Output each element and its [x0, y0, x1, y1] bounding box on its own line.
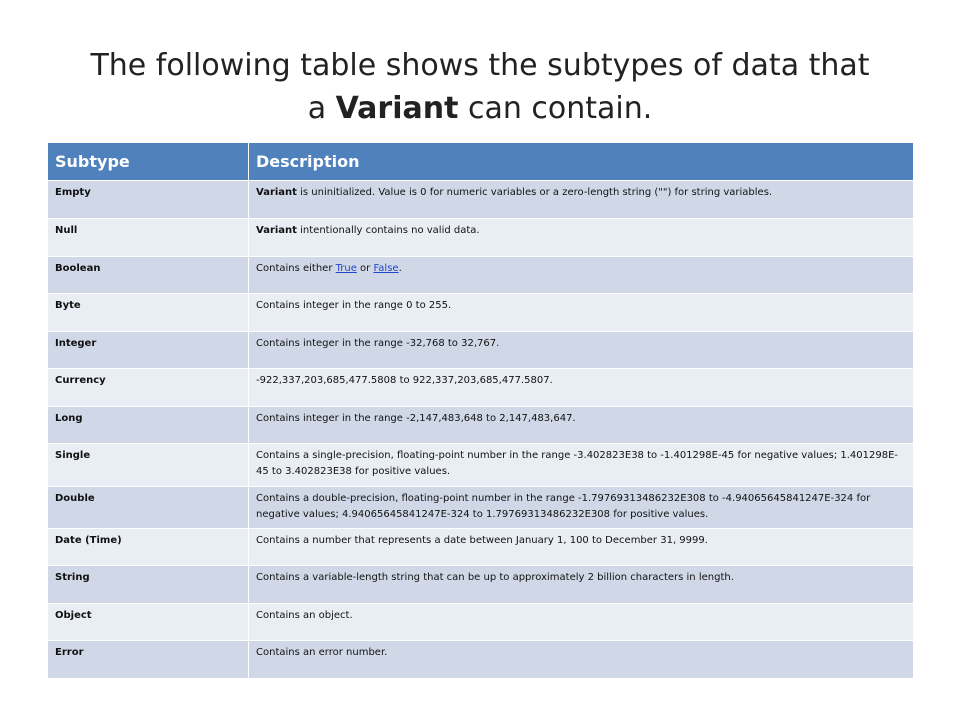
variant-keyword: Variant: [256, 187, 297, 198]
title-line-1: The following table shows the subtypes of data that: [90, 48, 870, 83]
false-link[interactable]: False: [373, 263, 399, 274]
table-row: [48, 641, 914, 679]
table-row: [48, 369, 914, 407]
subtypes-table: [47, 142, 914, 679]
description-cell: Contains integer in the range -32,768 to 32,767.: [249, 332, 914, 369]
table-row: [48, 529, 914, 566]
true-link[interactable]: True: [335, 263, 357, 274]
subtype-cell: Error: [48, 641, 249, 679]
table-header-row: [48, 143, 914, 181]
description-cell: Contains a double-precision, floating-point number in the range -1.79769313486232E308 to -4.94065645841247E-324 for negative values; 4.94065645841247E-324 to 1.79769313486232E308 for positive values.: [249, 487, 914, 529]
description-text: .: [398, 263, 402, 274]
title-line-2-suffix: can contain.: [458, 91, 653, 126]
description-cell: Contains a number that represents a date between January 1, 100 to December 31, 9999.: [249, 529, 914, 566]
subtype-cell: Date (Time): [48, 529, 249, 566]
subtype-cell: Integer: [48, 332, 249, 369]
subtype-cell: Currency: [48, 369, 249, 407]
subtype-cell: Byte: [48, 294, 249, 332]
description-text: is uninitialized. Value is 0 for numeric variables or a zero-length string ("") for string variables.: [296, 187, 773, 198]
subtype-cell: Object: [48, 604, 249, 641]
description-cell: Contains an error number.: [249, 641, 914, 679]
description-cell: [249, 181, 914, 219]
title-line-2: [40, 87, 920, 130]
subtype-cell: Long: [48, 407, 249, 444]
header-subtype: Subtype: [48, 143, 249, 181]
variant-keyword: Variant: [256, 225, 297, 236]
table-row: [48, 407, 914, 444]
subtype-cell: String: [48, 566, 249, 604]
title-variant-keyword: Variant: [335, 91, 459, 126]
description-text: intentionally contains no valid data.: [296, 225, 480, 236]
table-row: [48, 444, 914, 487]
table-row: [48, 219, 914, 257]
title-line-2-prefix: a: [307, 91, 336, 126]
description-cell: Contains a variable-length string that can be up to approximately 2 billion characters in length.: [249, 566, 914, 604]
description-cell: [249, 257, 914, 294]
description-cell: Contains integer in the range 0 to 255.: [249, 294, 914, 332]
table-row: [48, 294, 914, 332]
description-cell: -922,337,203,685,477.5808 to 922,337,203,685,477.5807.: [249, 369, 914, 407]
description-cell: [249, 219, 914, 257]
subtype-cell: Null: [48, 219, 249, 257]
table-row: [48, 181, 914, 219]
description-text: Contains either: [256, 263, 336, 274]
description-cell: Contains a single-precision, floating-point number in the range -3.402823E38 to -1.401298E-45 for negative values; 1.401298E-45 to 3.402823E38 for positive values.: [249, 444, 914, 487]
table-row: [48, 566, 914, 604]
subtype-cell: Boolean: [48, 257, 249, 294]
description-text: or: [356, 263, 374, 274]
page-title: [40, 44, 920, 130]
subtype-cell: Double: [48, 487, 249, 529]
subtype-cell: Empty: [48, 181, 249, 219]
table-row: [48, 257, 914, 294]
table-row: [48, 487, 914, 529]
header-description: Description: [249, 143, 914, 181]
description-cell: Contains integer in the range -2,147,483,648 to 2,147,483,647.: [249, 407, 914, 444]
table-row: [48, 604, 914, 641]
subtype-cell: Single: [48, 444, 249, 487]
description-cell: Contains an object.: [249, 604, 914, 641]
table-row: [48, 332, 914, 369]
